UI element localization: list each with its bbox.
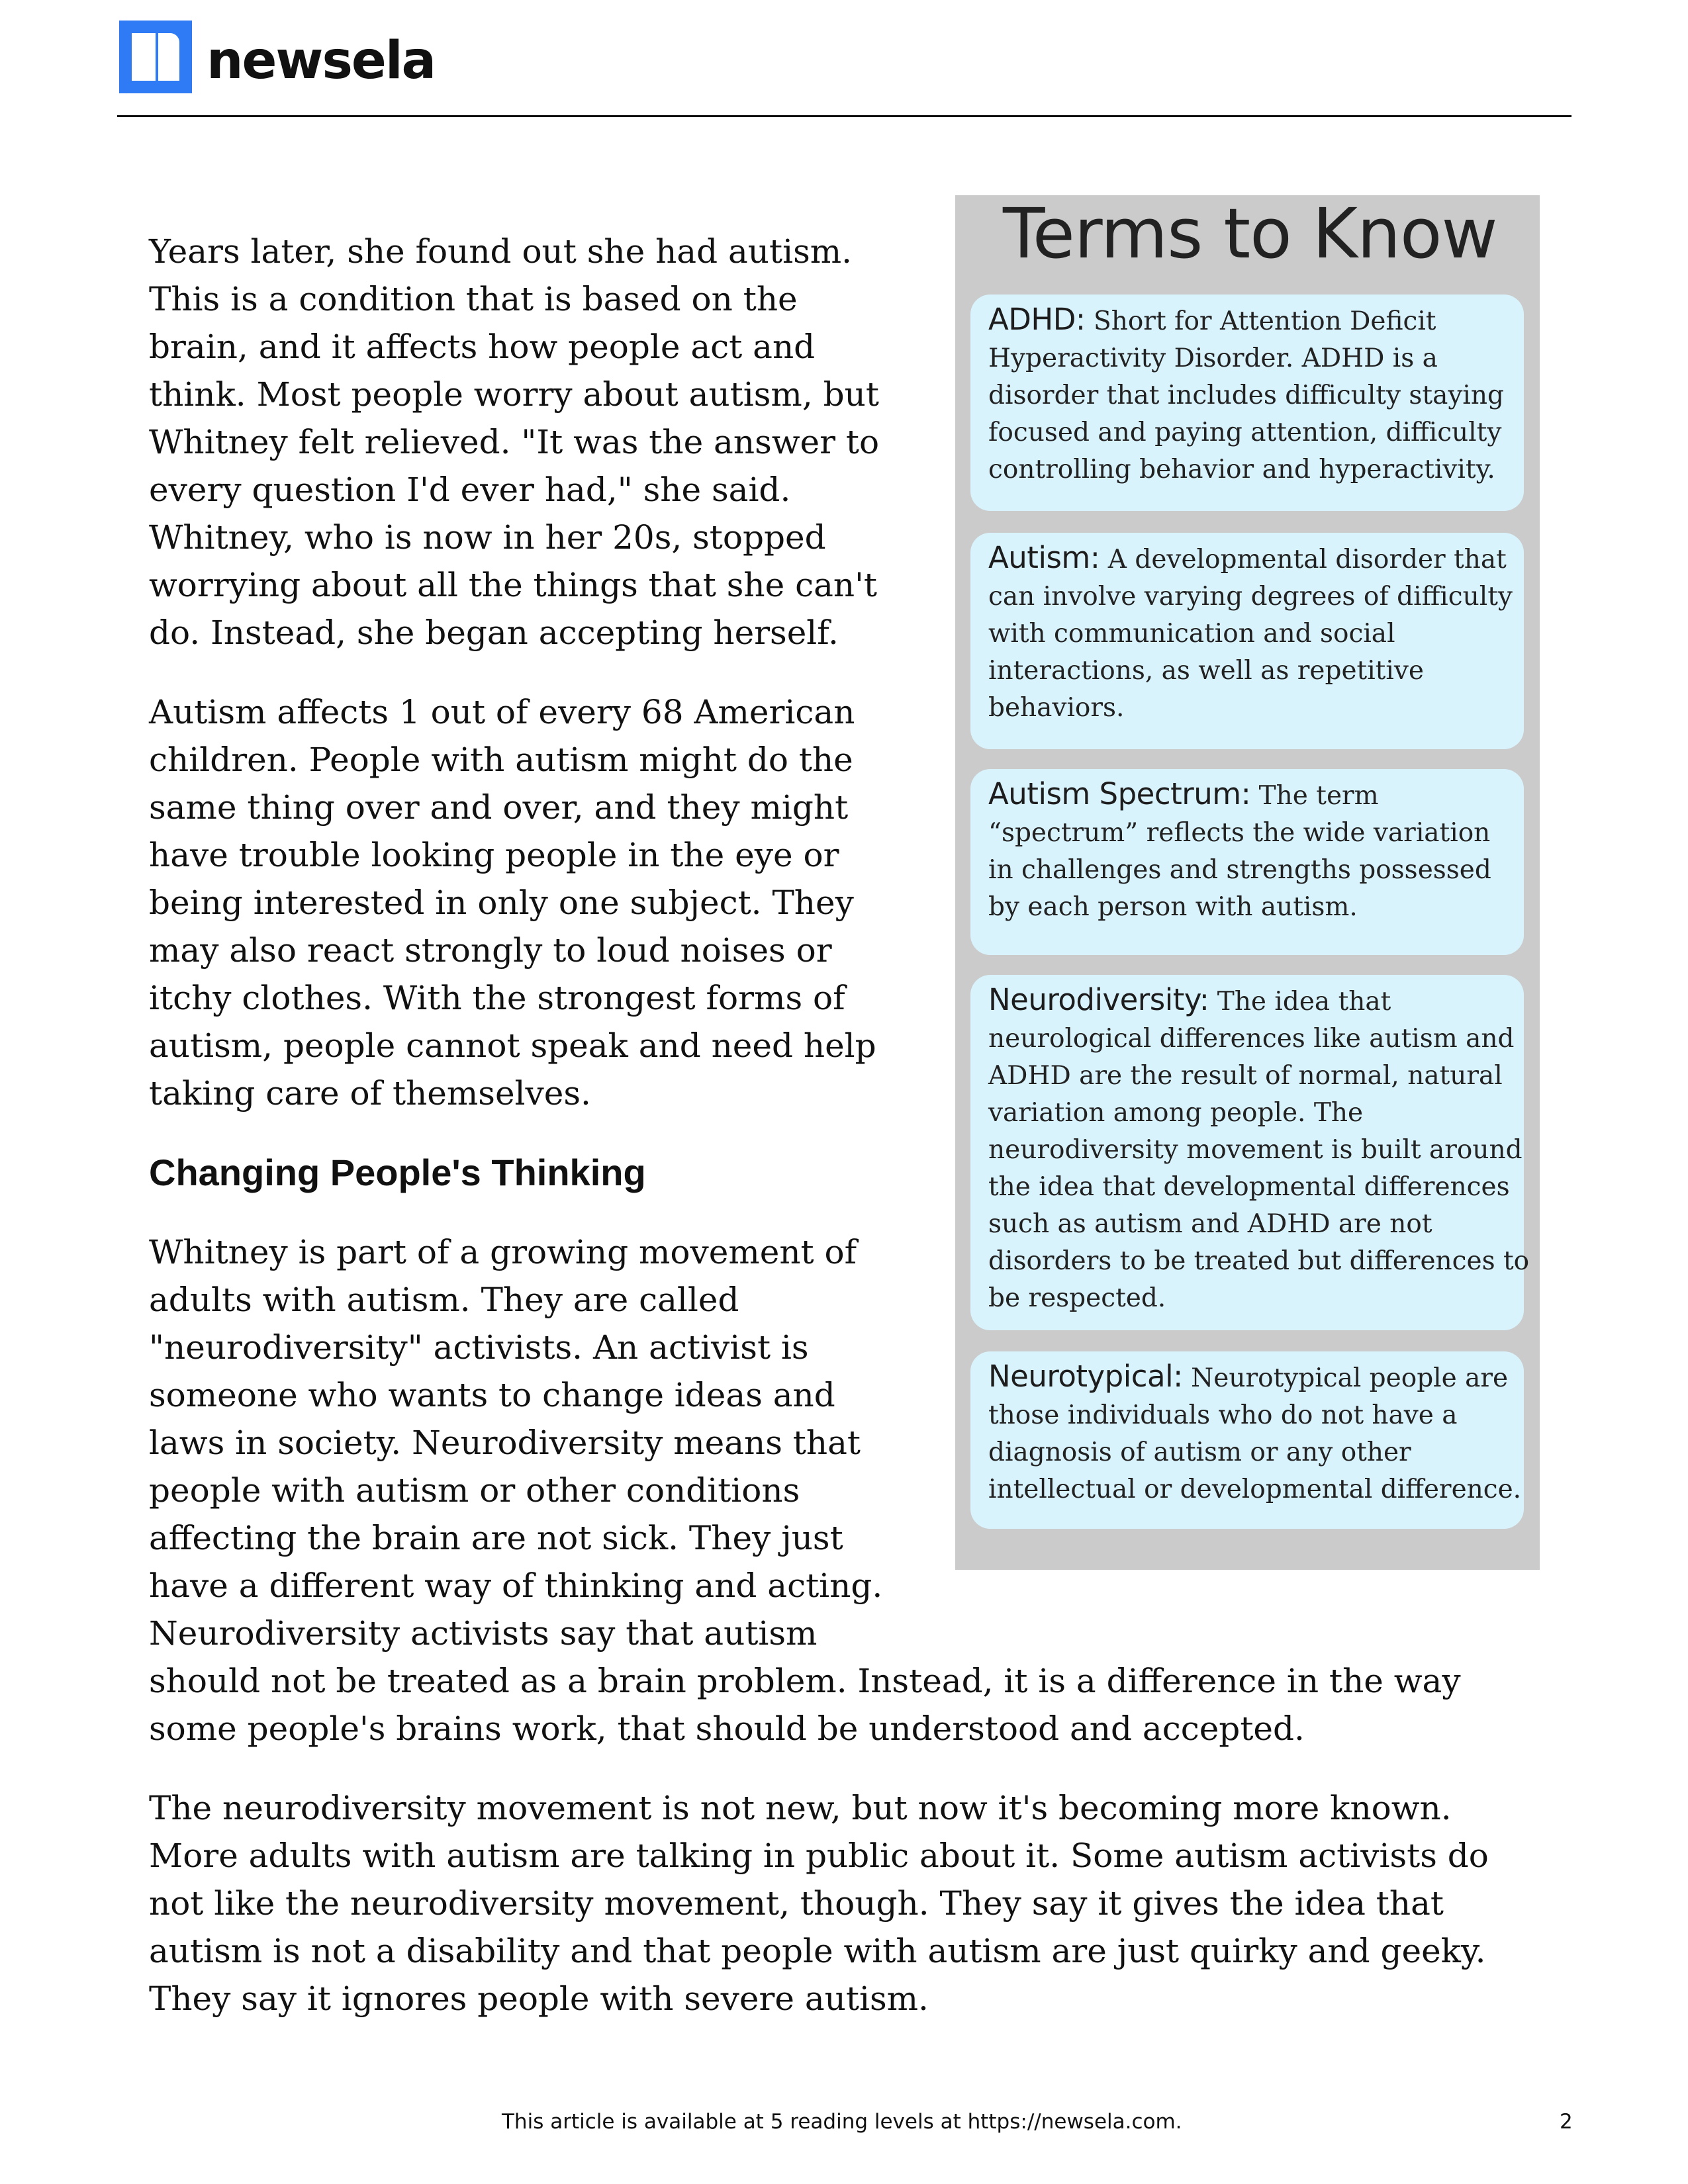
text-line: laws in society. Neurodiversity means that <box>149 1424 861 1462</box>
text-line: Autism affects 1 out of every 68 American <box>149 693 855 731</box>
term-name: Autism: <box>988 540 1100 575</box>
term-name: Neurodiversity: <box>988 982 1209 1017</box>
newsela-logo <box>119 20 435 94</box>
text-line: do. Instead, she began accepting herself. <box>149 614 839 652</box>
term-definition-line: behaviors. <box>988 693 1125 723</box>
text-line: not like the neurodiversity movement, though. They say it gives the idea that <box>149 1884 1444 1923</box>
text-line: itchy clothes. With the strongest forms of <box>149 979 845 1017</box>
paragraph-4 <box>149 1784 1489 2023</box>
term-definition-line: neurodiversity movement is built around <box>988 1135 1523 1165</box>
text-line: same thing over and over, and they might <box>149 788 849 827</box>
footer-note: This article is available at 5 reading levels at https://newsela.com. <box>502 2110 1182 2134</box>
term-definition-line: can involve varying degrees of difficulty <box>988 582 1513 612</box>
term-name: Autism Spectrum: <box>988 776 1251 811</box>
term-definition-line: focused and paying attention, difficulty <box>988 418 1502 447</box>
text-line: worrying about all the things that she can't <box>149 566 877 604</box>
term-definition-line: diagnosis of autism or any other <box>988 1437 1411 1467</box>
text-line: Years later, she found out she had autism. <box>149 232 853 271</box>
paragraph-1 <box>149 228 897 657</box>
term-definition-line: “spectrum” reflects the wide variation <box>988 818 1491 848</box>
term-definition: Neurotypical people are <box>1182 1363 1509 1393</box>
page-footer <box>0 2110 1688 2136</box>
term-card-adhd <box>970 295 1524 511</box>
term-definition-line: interactions, as well as repetitive <box>988 656 1424 686</box>
term-definition-line: disorder that includes difficulty staying <box>988 381 1504 410</box>
terms-to-know-sidebar <box>955 195 1540 1570</box>
text-line: Neurodiversity activists say that autism <box>149 1614 818 1653</box>
term-definition-line: ADHD are the result of normal, natural <box>988 1061 1503 1091</box>
term-name: ADHD: <box>988 302 1086 337</box>
term-definition-line: in challenges and strengths possessed <box>988 855 1491 885</box>
text-line: "neurodiversity" activists. An activist is <box>149 1328 809 1367</box>
term-definition-line: Hyperactivity Disorder. ADHD is a <box>988 343 1438 373</box>
term-definition-line: those individuals who do not have a <box>988 1400 1458 1430</box>
term-definition-line: variation among people. The <box>988 1098 1364 1128</box>
term-first-line <box>988 1358 1515 1397</box>
term-definition-line: such as autism and ADHD are not <box>988 1209 1432 1239</box>
text-line: think. Most people worry about autism, but <box>149 375 879 414</box>
term-first-line <box>988 776 1515 815</box>
text-line: should not be treated as a brain problem. Instead, it is a difference in the way <box>149 1662 1461 1700</box>
term-card-autism <box>970 533 1524 749</box>
term-card-neurotypical <box>970 1351 1524 1529</box>
term-definition-line: with communication and social <box>988 619 1395 649</box>
text-line: have trouble looking people in the eye or <box>149 836 839 874</box>
text-line: They say it ignores people with severe autism. <box>149 1979 929 2018</box>
term-definition: The term <box>1250 781 1379 811</box>
text-line: autism, people cannot speak and need help <box>149 1026 876 1065</box>
term-definition-line: by each person with autism. <box>988 892 1358 922</box>
text-line: Whitney, who is now in her 20s, stopped <box>149 518 826 557</box>
text-line: have a different way of thinking and acting. <box>149 1567 883 1605</box>
text-line: brain, and it affects how people act and <box>149 328 816 366</box>
text-line: people with autism or other conditions <box>149 1471 800 1510</box>
term-definition-line: disorders to be treated but differences to <box>988 1246 1530 1276</box>
term-definition-line: intellectual or developmental difference. <box>988 1475 1522 1504</box>
text-line: Whitney felt relieved. "It was the answer to <box>149 423 880 461</box>
text-line: adults with autism. They are called <box>149 1281 739 1319</box>
text-line: being interested in only one subject. They <box>149 884 854 922</box>
text-line: children. People with autism might do the <box>149 741 853 779</box>
page-number: 2 <box>1560 2110 1573 2134</box>
text-line: autism is not a disability and that people with autism are just quirky and geeky. <box>149 1932 1486 1970</box>
term-definition-line: be respected. <box>988 1283 1166 1313</box>
term-card-neurodiversity <box>970 975 1530 1330</box>
term-definition: Short for Attention Deficit <box>1085 306 1436 336</box>
text-line: Whitney is part of a growing movement of <box>149 1233 857 1271</box>
newsela-logo-icon <box>119 21 192 93</box>
text-line: affecting the brain are not sick. They just <box>149 1519 843 1557</box>
text-line: some people's brains work, that should be understood and accepted. <box>149 1709 1305 1748</box>
term-definition-line: the idea that developmental differences <box>988 1172 1510 1202</box>
text-line: taking care of themselves. <box>149 1074 591 1113</box>
paragraph-2 <box>149 688 897 1117</box>
text-line: every question I'd ever had," she said. <box>149 471 791 509</box>
section-heading: Changing People's Thinking <box>149 1152 646 1193</box>
text-line: More adults with autism are talking in public about it. Some autism activists do <box>149 1837 1489 1875</box>
brand-name: newsela <box>207 31 436 91</box>
text-line: someone who wants to change ideas and <box>149 1376 835 1414</box>
term-card-autism-spectrum <box>970 769 1524 955</box>
term-definition-line: controlling behavior and hyperactivity. <box>988 455 1495 484</box>
term-definition: A developmental disorder that <box>1100 545 1507 574</box>
header-divider <box>117 115 1571 117</box>
term-definition: The idea that <box>1209 987 1391 1017</box>
terms-title: Terms to Know <box>1003 193 1497 274</box>
text-line: The neurodiversity movement is not new, but now it's becoming more known. <box>149 1789 1452 1827</box>
term-first-line <box>988 981 1515 1021</box>
term-first-line <box>988 539 1515 578</box>
text-line: This is a condition that is based on the <box>149 280 798 318</box>
term-first-line <box>988 301 1515 340</box>
term-definition-line: neurological differences like autism and <box>988 1024 1515 1054</box>
term-name: Neurotypical: <box>988 1359 1183 1394</box>
text-line: may also react strongly to loud noises or <box>149 931 832 970</box>
